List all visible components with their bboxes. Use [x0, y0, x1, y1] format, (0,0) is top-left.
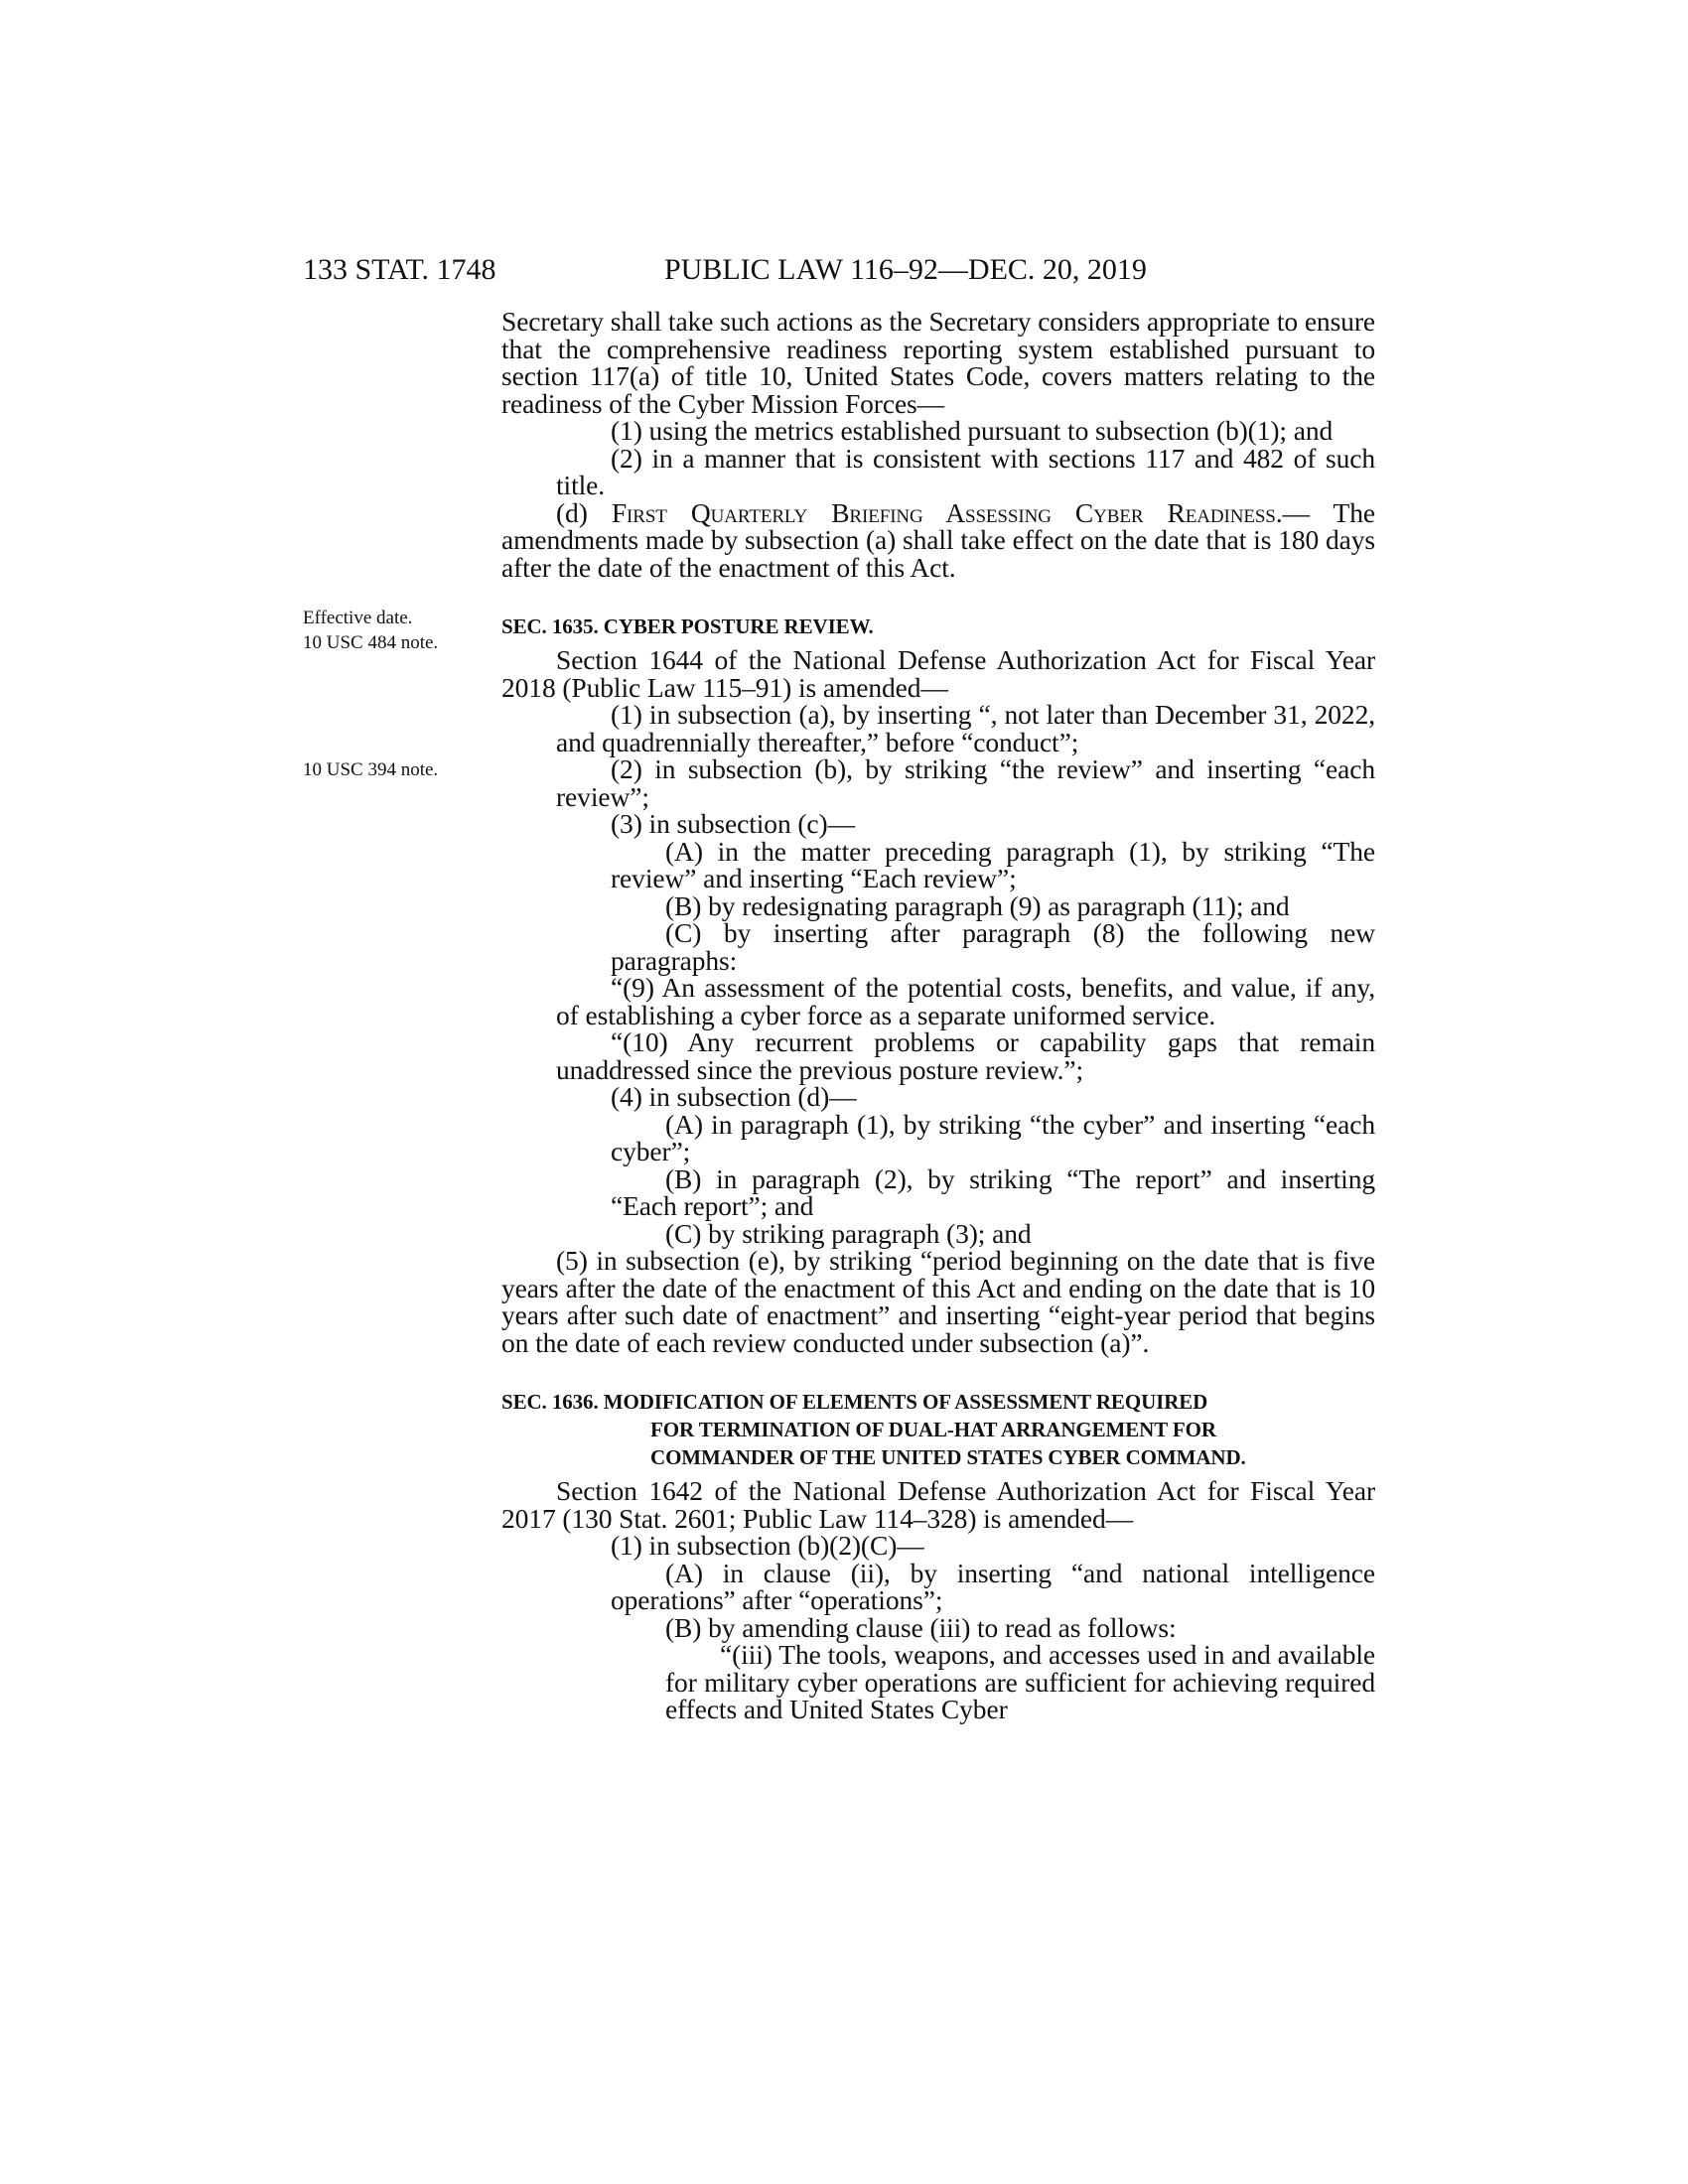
subsection-d-text: The amendments made by subsection (a) shall take effect on the date that is 180 days after the date of the enactment of this Act. [501, 496, 1375, 583]
sec-1635-item-4c: (C) by striking paragraph (3); and [665, 1217, 1032, 1249]
sec-1635-item-3b: (B) by redesignating paragraph (9) as paragraph (11); and [665, 889, 1290, 921]
effective-date-note: Effective date. [303, 608, 413, 628]
quoted-paragraph-10: “(10) Any recurrent problems or capability gaps that remain unaddressed since the previous posture review.”; [556, 1026, 1375, 1085]
sec-1636-heading-line-1: SEC. 1636. MODIFICATION OF ELEMENTS OF ASSESSMENT REQUIRED [501, 1390, 1208, 1414]
sec-1636-item-1a: (A) in clause (ii), by inserting “and national intelligence operations” after “operations”; [611, 1557, 1375, 1615]
sec-1636-item-1: (1) in subsection (b)(2)(C)— [611, 1530, 924, 1561]
sec-1635-item-3a: (A) in the matter preceding paragraph (1), by striking “The review” and inserting “Each review”; [611, 835, 1375, 893]
margin-note-394 [303, 757, 501, 782]
document-body [501, 308, 1375, 1723]
sec-1636-item-1b: (B) by amending clause (iii) to read as follows: [665, 1611, 1177, 1643]
sec-1635-item-4a: (A) in paragraph (1), by striking “the cyber” and inserting “each cyber”; [611, 1108, 1375, 1166]
sec-1635-item-2: (2) in subsection (b), by striking “the review” and inserting “each review”; [556, 753, 1375, 812]
usc-394-note: 10 USC 394 note. [303, 759, 439, 780]
sec-1636-heading [501, 1388, 1375, 1471]
sec-1636-intro: Section 1642 of the National Defense Authorization Act for Fiscal Year 2017 (130 Stat. 2601; Public Law 114–328) is amended— [501, 1475, 1375, 1534]
sec-1635-item-4: (4) in subsection (d)— [611, 1081, 857, 1112]
subsection-d-heading: First Quarterly Briefing Assessing Cyber Readiness.— [611, 496, 1310, 528]
clause-1: (1) using the metrics established pursuant to subsection (b)(1); and [611, 415, 1334, 446]
subsection-d [501, 496, 1375, 583]
subsection-d-label: (d) [556, 496, 588, 528]
sec-1635-item-1: (1) in subsection (a), by inserting “, not later than December 31, 2022, and quadrennially thereafter,” before “conduct”; [556, 699, 1375, 757]
sec-1635-heading: SEC. 1635. CYBER POSTURE REVIEW. [501, 614, 874, 638]
sec-1635-intro: Section 1644 of the National Defense Authorization Act for Fiscal Year 2018 (Public Law 115–91) is amended— [501, 644, 1375, 703]
sec-1636-heading-line-2: FOR TERMINATION OF DUAL-HAT ARRANGEMENT FOR [650, 1418, 1216, 1441]
sec-1635-item-3: (3) in subsection (c)— [611, 808, 855, 839]
sec-1636-heading-line-3: COMMANDER OF THE UNITED STATES CYBER COMMAND. [650, 1445, 1246, 1469]
quoted-paragraph-9: “(9) An assessment of the potential costs, benefits, and value, if any, of establishing a cyber force as a separate uniformed service. [556, 972, 1375, 1030]
page-header [303, 252, 1395, 292]
sec-1635-item-4b: (B) in paragraph (2), by striking “The report” and inserting “Each report”; and [611, 1162, 1375, 1221]
intro-paragraph: Secretary shall take such actions as the Secretary considers appropriate to ensure that the comprehensive readiness reporting system established pursuant to section 117(a) of title 10, United States Code, covers matters relating to the readiness of the Cyber Mission Forces— [501, 306, 1375, 419]
public-law-title: PUBLIC LAW 116–92—DEC. 20, 2019 [664, 253, 1147, 286]
sec-1636-clause-iii: “(iii) The tools, weapons, and accesses used in and available for military cyber operations are sufficient for achieving required effects and United States Cyber [665, 1639, 1375, 1724]
sec-1635-item-3c: (C) by inserting after paragraph (8) the following new paragraphs: [611, 917, 1375, 976]
sec-1635-item-5: (5) in subsection (e), by striking “period beginning on the date that is five years after the date of the enactment of this Act and ending on the date that is 10 years after such date of enactment” and inserting “eight-year period that begins on the date of each review conducted under subsection (a)”. [501, 1245, 1375, 1358]
usc-484-note: 10 USC 484 note. [303, 632, 439, 653]
margin-note-effective [303, 606, 501, 655]
clause-2: (2) in a manner that is consistent with sections 117 and 482 of such title. [556, 442, 1375, 500]
stat-citation: 133 STAT. 1748 [303, 253, 496, 286]
